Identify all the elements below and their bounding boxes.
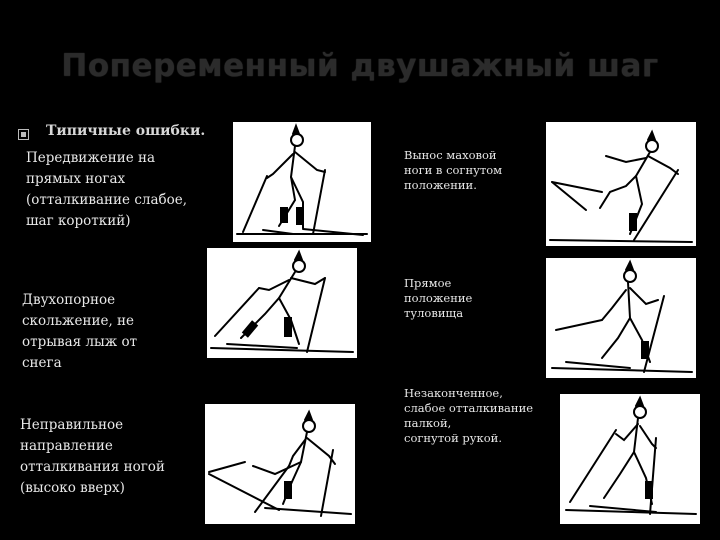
error-caption-6: Незаконченное, слабое отталкивание палкой, согнутой рукой. [404,386,534,445]
slide-title: Попеременный двушажный шаг [61,48,659,84]
checkbox-bullet-icon [18,129,29,140]
error-caption-1: Передвижение на прямых ногах (отталкивание слабое, шаг короткий) [26,150,188,229]
error-caption-2: Двухопорное скольжение, не отрывая лыж от снега [22,292,138,371]
skier-illustration-swing-leg [546,122,696,246]
skier-illustration-straight-legs [233,122,371,242]
skier-illustration-weak-pole-push [560,394,700,524]
skier-illustration-push-direction [205,404,355,524]
error-caption-3: Неправильное направление отталкивания ногой (высоко вверх) [20,417,165,496]
section-heading: Типичные ошибки. [46,123,206,139]
error-caption-5: Прямое положение туловища [404,276,473,320]
skier-illustration-straight-trunk [546,258,696,378]
error-caption-4: Вынос маховой ноги в согнутом положении. [404,148,503,192]
skier-illustration-two-support [207,248,357,358]
